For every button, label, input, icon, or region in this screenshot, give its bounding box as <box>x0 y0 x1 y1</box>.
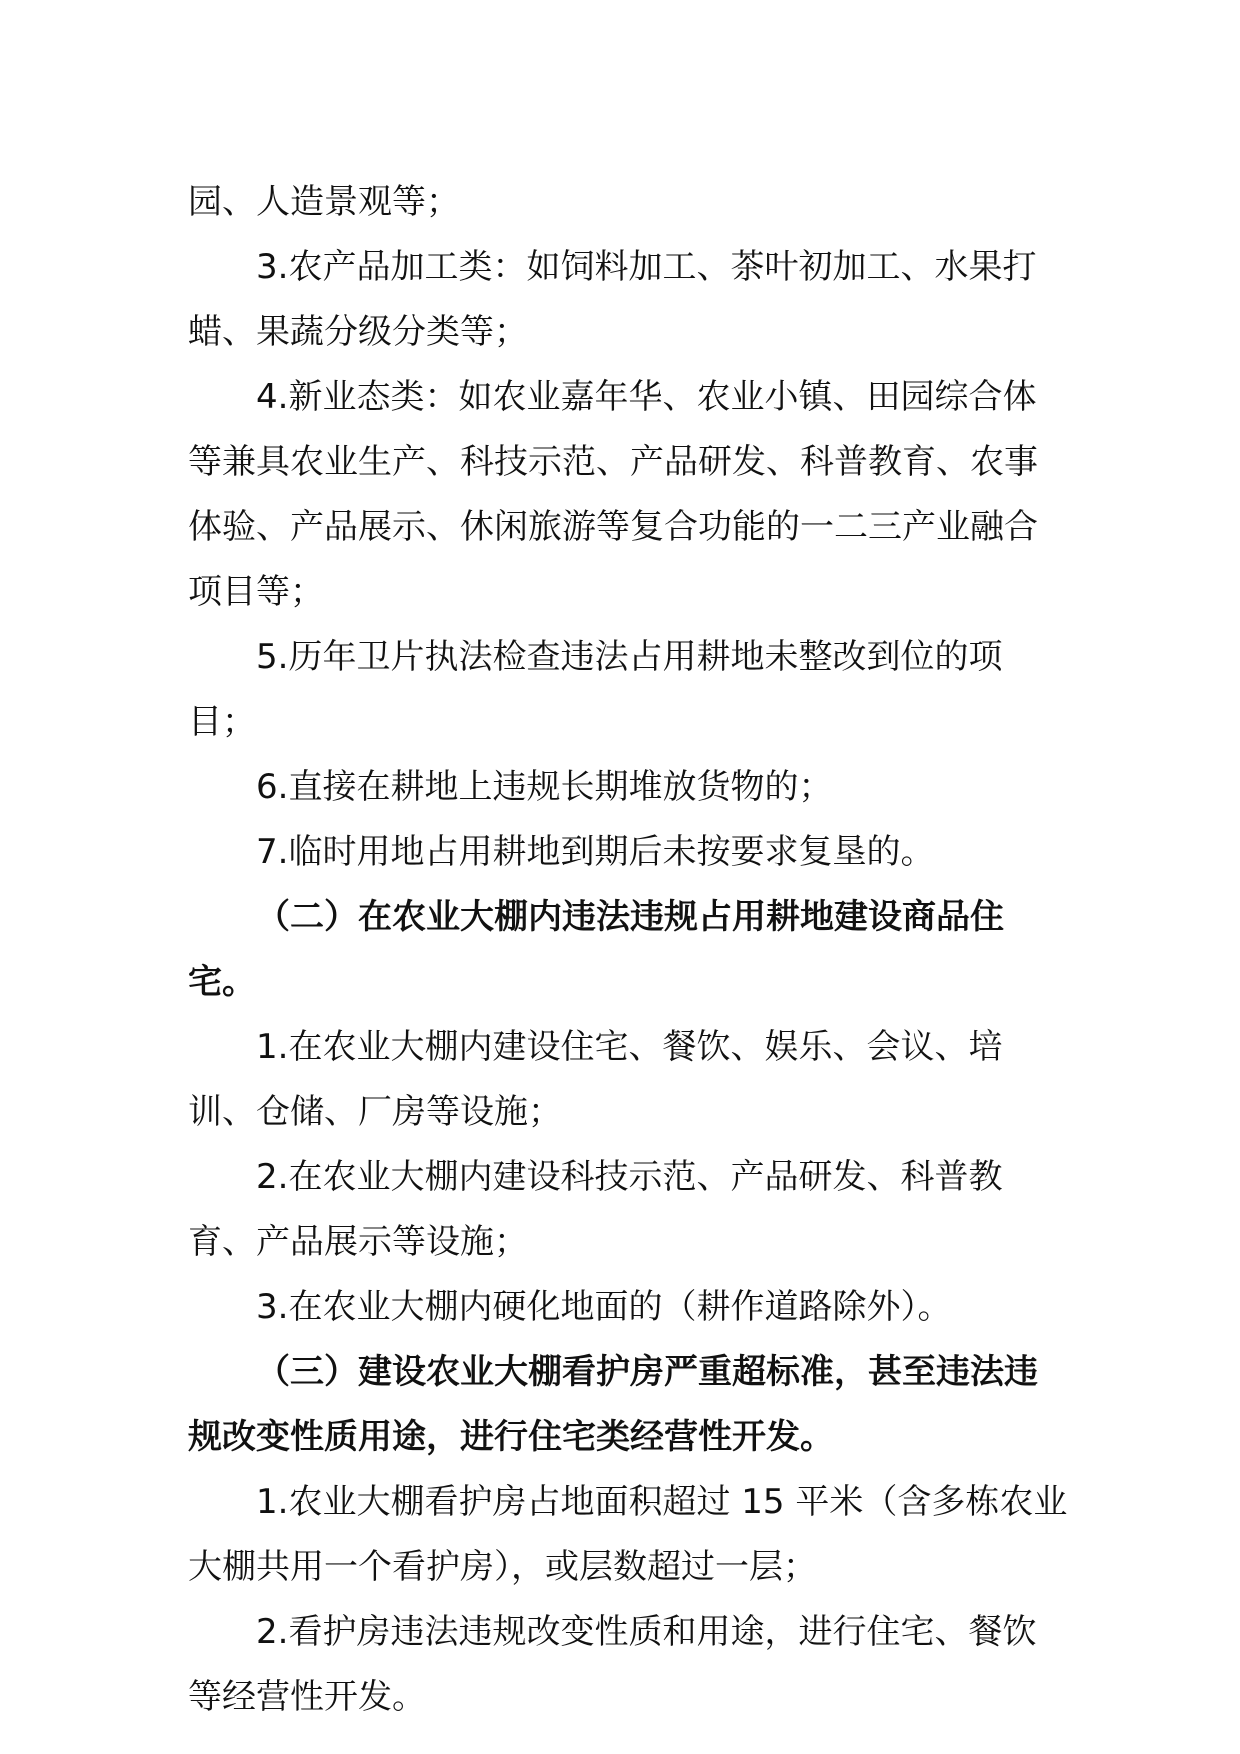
list-item-guard-house-size: 1.农业大棚看护房占地面积超过 15 平米（含多栋农业大棚共用一个看护房），或层数超过一层； <box>188 1482 1068 1587</box>
list-item-guard-house-use: 2.看护房违法违规改变性质和用途，进行住宅、餐饮等经营性开发。 <box>188 1612 1037 1717</box>
list-item-goods-stacking: 6.直接在耕地上违规长期堆放货物的； <box>256 767 833 807</box>
list-item-temporary-land: 7.临时用地占用耕地到期后未按要求复垦的。 <box>256 832 935 872</box>
section-heading-2: （二）在农业大棚内违法违规占用耕地建设商品住宅。 <box>188 897 1004 1002</box>
section-heading-3: （三）建设农业大棚看护房严重超标准，甚至违法违规改变性质用途，进行住宅类经营性开发。 <box>188 1352 1038 1457</box>
list-item-hardened-ground: 3.在农业大棚内硬化地面的（耕作道路除外）。 <box>256 1287 952 1327</box>
paragraph-continuation: 园、人造景观等； <box>188 182 460 222</box>
list-item-satellite-enforcement: 5.历年卫片执法检查违法占用耕地未整改到位的项目； <box>188 637 1003 742</box>
list-item-greenhouse-residence: 1.在农业大棚内建设住宅、餐饮、娱乐、会议、培训、仓储、厂房等设施； <box>188 1027 1003 1132</box>
list-item-agri-processing: 3.农产品加工类：如饲料加工、茶叶初加工、水果打蜡、果蔬分级分类等； <box>188 247 1037 352</box>
list-item-greenhouse-facilities: 2.在农业大棚内建设科技示范、产品研发、科普教育、产品展示等设施； <box>188 1157 1003 1262</box>
document-body <box>188 170 1068 1730</box>
list-item-new-business: 4.新业态类：如农业嘉年华、农业小镇、田园综合体等兼具农业生产、科技示范、产品研发、科普教育、农事体验、产品展示、休闲旅游等复合功能的一二三产业融合项目等； <box>188 377 1038 612</box>
